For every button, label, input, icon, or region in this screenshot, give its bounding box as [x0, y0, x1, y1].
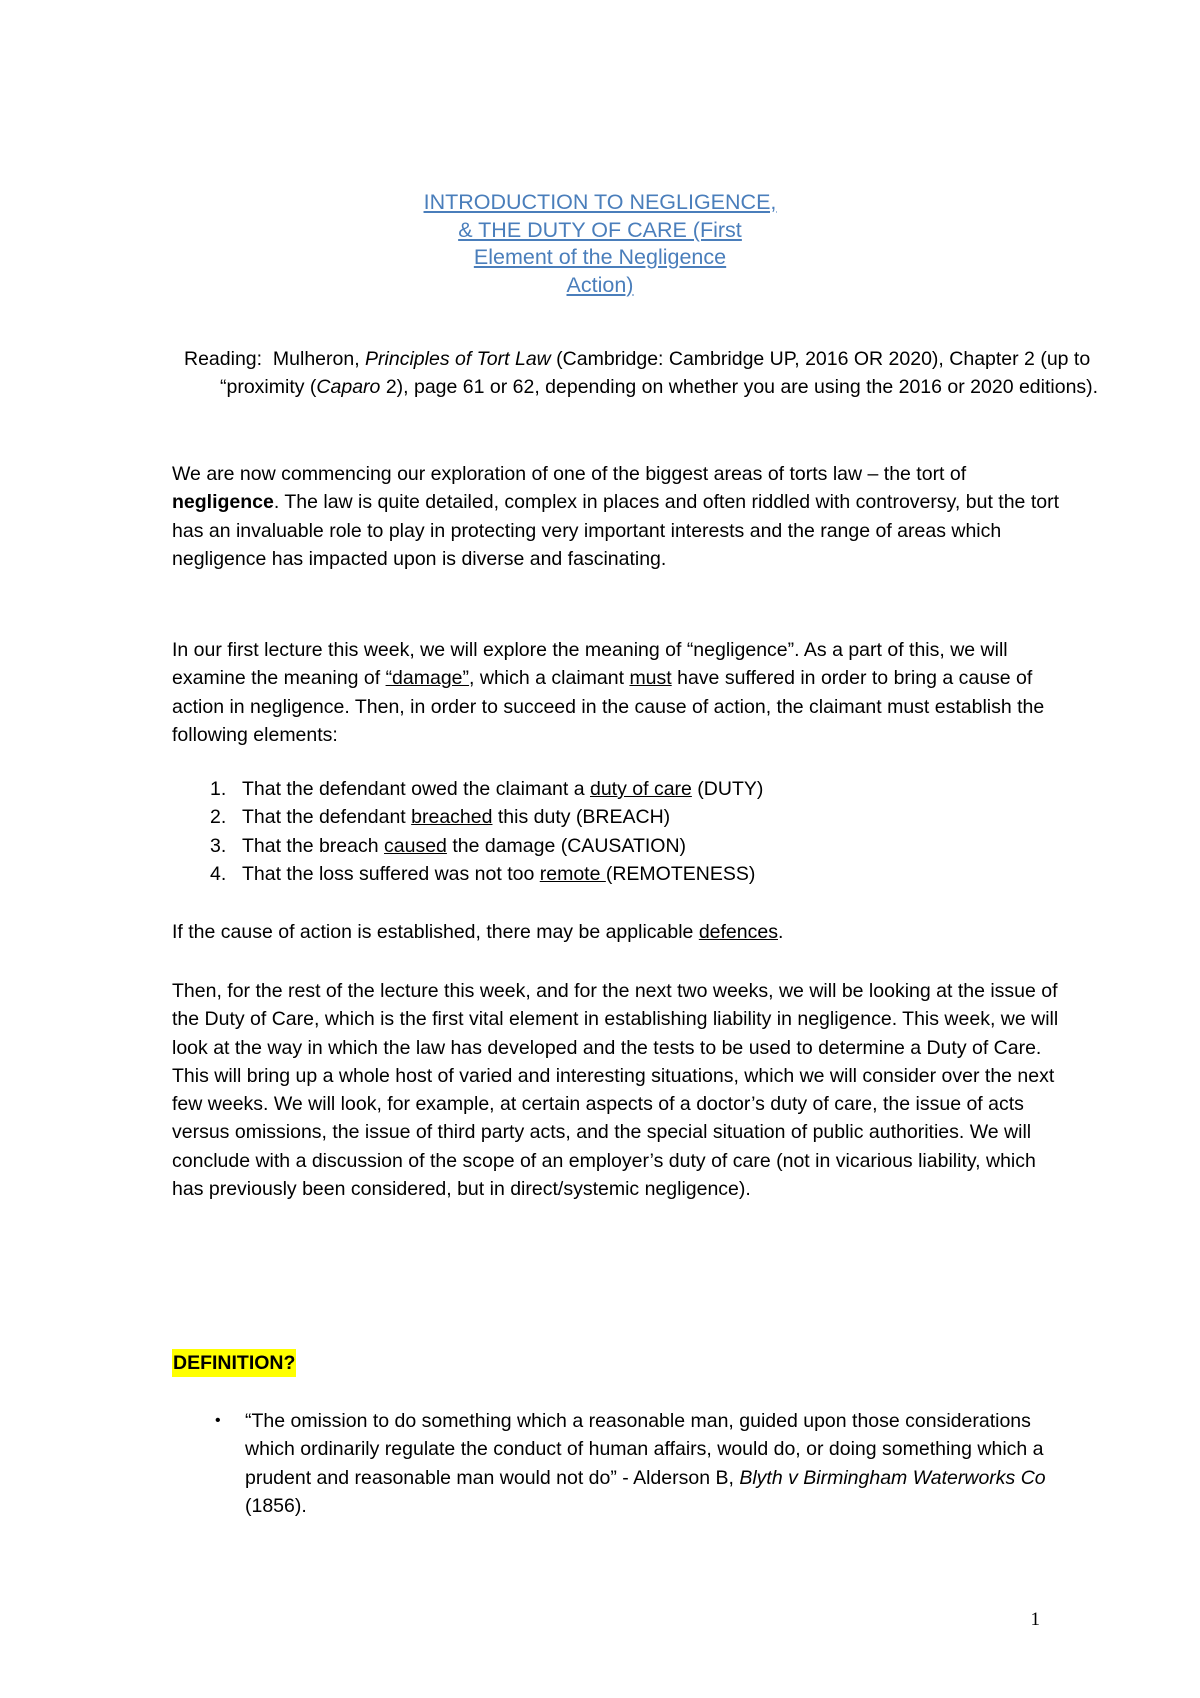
list-item: [210, 775, 1070, 803]
quote-text: “The omission to do something which a reasonable man, guided upon those considerations which ordinarily regulate the conduct of human affairs, would do, or doing something which a prudent and reasonable man would not do” - Alderson B,: [245, 1410, 1044, 1489]
reading-chapter-pre: Chapter 2 (up to “proximity (: [220, 348, 1091, 399]
item-text-post: (REMOTENESS): [605, 862, 756, 885]
list-item: [210, 860, 1070, 888]
title-line-1: INTRODUCTION TO NEGLIGENCE,: [423, 190, 777, 214]
page-number: 1: [1030, 1609, 1040, 1630]
title-line-4: Action): [566, 272, 634, 297]
item-text-pre: That the breach: [242, 834, 385, 857]
damage-underlined: “damage”: [385, 667, 470, 690]
item-text-post: the damage (CAUSATION): [446, 834, 687, 857]
first-lecture-paragraph: [172, 636, 1072, 749]
reading-publisher: (Cambridge: Cambridge UP, 2016 OR 2020),: [556, 348, 944, 370]
case-year: (1856).: [245, 1494, 307, 1517]
defences-underlined: defences: [698, 921, 778, 943]
defences-text-post: .: [777, 921, 784, 943]
reading-paragraph: [184, 345, 1100, 402]
bullet-icon: •: [215, 1412, 221, 1429]
item-text-pre: That the defendant: [242, 806, 412, 829]
list-item: [210, 832, 1070, 860]
lecture-text-a: In our first lecture this week, we will explore the meaning of “negligence”. As a part of this, we will examine the meaning of: [172, 639, 1008, 690]
lecture-text-b: , which a claimant: [469, 667, 630, 690]
item-text-underlined: caused: [384, 834, 447, 857]
list-number: 4.: [210, 862, 227, 885]
item-text-pre: That the defendant owed the claimant a: [242, 778, 590, 800]
list-number: 3.: [210, 834, 227, 857]
case-name: Blyth v Birmingham Waterworks Co: [739, 1466, 1046, 1489]
reading-caparo: Caparo: [316, 376, 381, 399]
intro-paragraph: [172, 460, 1072, 573]
title-line-2: & THE DUTY OF CARE (First: [458, 217, 742, 242]
defences-text-pre: If the cause of action is established, there may be applicable: [172, 921, 699, 943]
reading-author: Mulheron,: [272, 348, 360, 370]
intro-text-post: . The law is quite detailed, complex in places and often riddled with controversy, but the tort has an invaluable role to play in protecting very important interests and the range of areas which negligence has impacted upon is diverse and fascinating.: [172, 491, 1059, 570]
item-text-pre: That the loss suffered was not too: [242, 862, 540, 885]
title-line-3: Element of the Negligence: [473, 245, 727, 269]
reading-book-title: Principles of Tort Law: [365, 348, 551, 370]
item-text-underlined: duty of care: [589, 778, 692, 800]
list-number: 1.: [210, 778, 227, 800]
intro-text-pre: We are now commencing our exploration of one of the biggest areas of torts law – the tort of: [172, 463, 967, 485]
definition-quote: [245, 1407, 1055, 1520]
reading-label: Reading:: [184, 348, 263, 370]
duty-of-care-paragraph: Then, for the rest of the lecture this week, and for the next two weeks, we will be looking at the issue of the Duty of Care, which is the first vital element in establishing liability in negligence. This week, we will look at the way in which the law has developed and the tests to be used to determine a Duty of Care. This will bring up a whole host of varied and interesting situations, which we will consider over the next few weeks. We will look, for example, at certain aspects of a doctor’s duty of care, the issue of acts versus omissions, the issue of third party acts, and the special situation of public authorities. We will conclude with a discussion of the scope of an employer’s duty of care (not in vicarious liability, which has previously been considered, but in direct/systemic negligence).: [172, 980, 1059, 1201]
list-item: [210, 803, 1070, 831]
document-title: [300, 189, 900, 299]
defences-paragraph: [172, 918, 1072, 946]
negligence-bold: negligence: [172, 491, 274, 514]
definition-bullet-item: [215, 1407, 1055, 1520]
item-text-post: this duty (BREACH): [492, 806, 671, 829]
elements-list: [210, 775, 1070, 888]
item-text-underlined: breached: [411, 806, 493, 829]
definition-heading: DEFINITION?: [172, 1349, 296, 1377]
reading-chapter-post: 2), page 61 or 62, depending on whether you are using the 2016 or 2020 editions).: [385, 376, 1099, 399]
item-text-post: (DUTY): [691, 778, 764, 800]
item-text-underlined: remote: [539, 862, 606, 885]
list-number: 2.: [210, 806, 227, 829]
must-underlined: must: [629, 667, 672, 690]
lecture-text-c: have suffered in order to bring a cause of action in negligence. Then, in order to succeed in the cause of action, the claimant must establish the following elements:: [172, 667, 1045, 746]
